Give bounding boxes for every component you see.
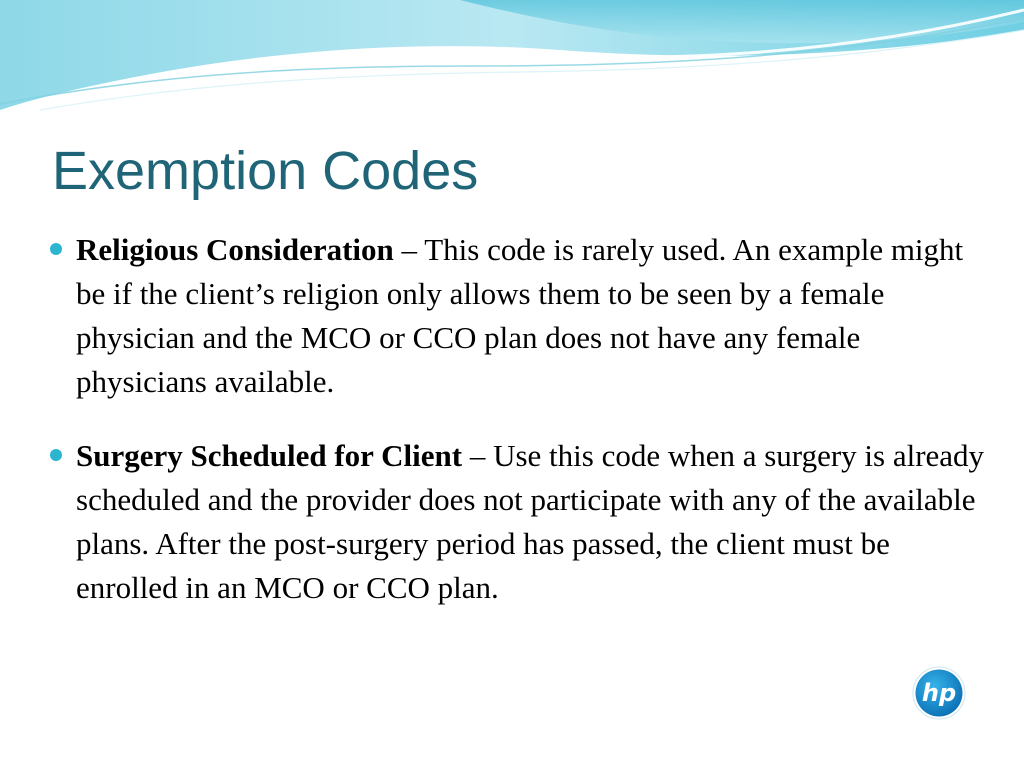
bullet-separator: – [393,232,425,267]
bullet-icon [50,449,62,461]
hp-logo-icon [912,666,966,720]
bullet-text: This code is rarely used. An example might be if the client’s religion only allows them to be seen by a female physician and the MCO or CCO plan does not have any female physicians available. [76,232,964,399]
bullet-item-religious-consideration [48,228,988,404]
bullet-term: Surgery Scheduled for Client [76,438,463,473]
header-wave-decoration [0,0,1024,120]
bullet-list [48,228,988,640]
hp-logo-text: hp [921,679,957,707]
bullet-item-surgery-scheduled [48,434,988,610]
bullet-icon [50,243,62,255]
bullet-separator: – [462,438,494,473]
bullet-text: Use this code when a surgery is already scheduled and the provider does not participate with any of the available plans. After the post-surgery period has passed, the client must be enrolled in an MCO or CCO plan. [76,438,985,605]
bullet-term: Religious Consideration [76,232,394,267]
slide-title: Exemption Codes [52,141,479,201]
